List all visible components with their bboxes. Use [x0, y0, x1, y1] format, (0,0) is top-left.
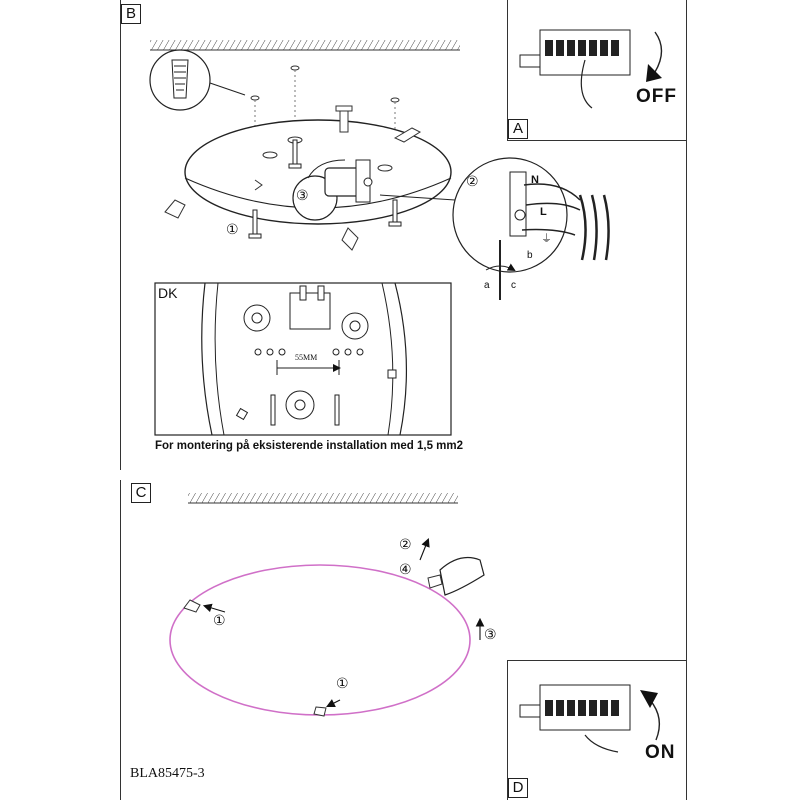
ground-icon: ⏚: [541, 233, 552, 245]
step-1-marker-c-bottom: ①: [336, 676, 349, 692]
dk-label: DK: [158, 285, 178, 301]
breaker-panel-on: [520, 685, 659, 752]
off-label: OFF: [636, 86, 677, 107]
wire-label-l: L: [540, 206, 547, 218]
ceiling-holes: [251, 66, 399, 102]
step-4-marker-c: ④: [399, 562, 412, 578]
section-label-d: D: [508, 778, 528, 798]
caption-dk: For montering på eksisterende installation med 1,5 mm2: [155, 440, 464, 452]
step-2-marker-b: ②: [466, 174, 479, 190]
label-a: a: [484, 280, 490, 291]
glass-shade: [170, 565, 470, 716]
wall-plug-detail: [150, 50, 245, 110]
ceiling-hatch-b: [150, 40, 460, 50]
dimension-label: 55MM: [295, 353, 318, 362]
step-3-marker-c: ③: [484, 627, 497, 643]
on-label: ON: [645, 742, 676, 763]
label-b: b: [527, 250, 533, 261]
step-2-marker-c: ②: [399, 537, 412, 553]
section-label-c: C: [131, 483, 151, 503]
ceiling-hatch-c: [188, 493, 458, 503]
section-label-a: A: [508, 119, 528, 139]
step-3-marker-b: ③: [296, 188, 309, 204]
footer-code: BLA85475-3: [130, 766, 205, 781]
hand-c: [440, 558, 484, 595]
label-c: c: [511, 280, 516, 291]
step-1-marker-b: ①: [226, 222, 239, 238]
section-label-b: B: [121, 4, 141, 24]
step-1-marker-c-left: ①: [213, 613, 226, 629]
wire-label-n: N: [531, 174, 539, 186]
